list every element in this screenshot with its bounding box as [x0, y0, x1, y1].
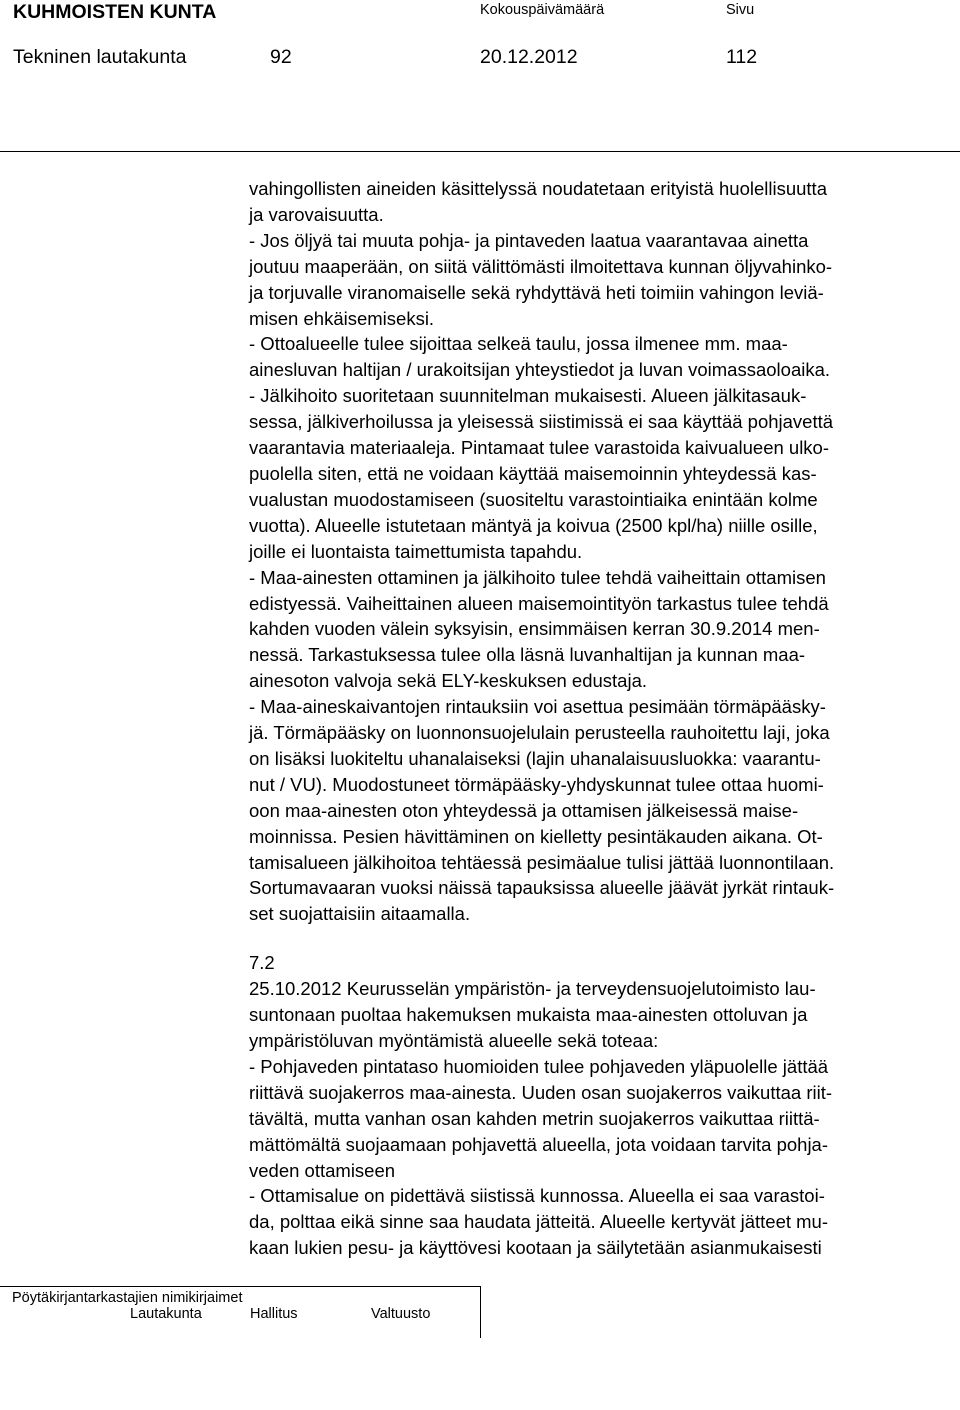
page-number: 112 [726, 46, 758, 68]
text-line: veden ottamiseen [249, 1159, 396, 1181]
header-divider [0, 151, 960, 152]
text-line: moinnissa. Pesien hävittäminen on kielletty pesintäkauden aikana. Ot- [249, 825, 823, 847]
footer-col-council: Valtuusto [371, 1306, 431, 1322]
meeting-date-label: Kokouspäivämäärä [480, 2, 605, 18]
text-line: on lisäksi luokiteltu uhanalaiseksi (lajin uhanalaisuusluokka: vaarantu- [249, 747, 821, 769]
text-line: edistyessä. Vaiheittainen alueen maisemointityön tarkastus tulee tehdä [249, 592, 829, 614]
text-line: puolella siten, että ne voidaan käyttää maisemoinnin yhteydessä kas- [249, 462, 817, 484]
text-line: Sortumavaaran vuoksi näissä tapauksissa alueelle jäävät jyrkät rintauk- [249, 877, 835, 899]
text-line: - Jos öljyä tai muuta pohja- ja pintaveden laatua vaarantavaa ainetta [249, 229, 809, 251]
text-line: nessä. Tarkastuksessa tulee olla läsnä luvanhaltijan ja kunnan maa- [249, 644, 806, 666]
text-line: ja torjuvalle viranomaiselle sekä ryhdyttävä heti toimiin vahingon leviä- [249, 281, 824, 303]
text-line: nut / VU). Muodostuneet törmäpääsky-yhdyskunnat tulee ottaa huomi- [249, 773, 824, 795]
text-line: - Ottamisalue on pidettävä siistissä kunnossa. Alueella ei saa varastoi- [249, 1185, 825, 1207]
text-line: suntonaan puoltaa hakemuksen mukaista maa-ainesten ottoluvan ja [249, 1004, 808, 1026]
text-line: da, polttaa eikä sinne saa haudata jätteitä. Alueelle kertyvät jätteet mu- [249, 1211, 829, 1233]
text-line: vualustan muodostamiseen (suositeltu varastointiaika enintään kolme [249, 488, 818, 510]
text-line: kahden vuoden välein syksyisin, ensimmäisen kerran 30.9.2014 men- [249, 618, 820, 640]
text-line: ja varovaisuutta. [249, 203, 384, 225]
text-line: tamisalueen jälkihoitoa tehtäessä pesimäalue tulisi jättää luonnontilaan. [249, 851, 835, 873]
committee-name: Tekninen lautakunta [13, 46, 187, 68]
section-number: 92 [270, 46, 292, 68]
text-line: - Pohjaveden pintataso huomioiden tulee pohjaveden yläpuolelle jättää [249, 1055, 829, 1077]
text-line: mättömältä suojaamaan pohjavettä alueella, jota voidaan tarvita pohja- [249, 1133, 829, 1155]
text-line: - Ottoalueelle tulee sijoittaa selkeä taulu, jossa ilmenee mm. maa- [249, 333, 788, 355]
text-line: joutuu maaperään, on siitä välittömästi ilmoitettava kunnan öljyvahinko- [249, 255, 833, 277]
text-line: sessa, jälkiverhoilussa ja yleisessä siistimissä ei saa käyttää pohjavettä [249, 411, 834, 433]
text-line: ympäristöluvan myöntämistä alueelle sekä toteaa: [249, 1030, 659, 1051]
text-line: set suojattaisiin aitaamalla. [249, 903, 471, 925]
text-line: vahingollisten aineiden käsittelyssä noudatetaan erityistä huolellisuutta [249, 178, 827, 199]
footer-col-board: Lautakunta [130, 1306, 202, 1322]
footer-title: Pöytäkirjantarkastajien nimikirjaimet [12, 1290, 243, 1306]
text-line: riittävä suojakerros maa-ainesta. Uuden osan suojakerros vaikuttaa riit- [249, 1081, 833, 1103]
text-line: jä. Törmäpääsky on luonnonsuojelulain perusteella rauhoitettu laji, joka [249, 722, 830, 744]
text-line: ainesoton valvoja sekä ELY-keskuksen edustaja. [249, 670, 648, 692]
meeting-date: 20.12.2012 [480, 46, 578, 68]
paragraph-gap [249, 927, 954, 950]
text-line: misen ehkäisemiseksi. [249, 307, 435, 329]
text-line: - Jälkihoito suoritetaan suunnitelman mukaisesti. Alueen jälkitasauk- [249, 385, 807, 407]
text-line: vuotta). Alueelle istutetaan mäntyä ja koivua (2500 kpl/ha) niille osille, [249, 514, 818, 536]
text-line: vaarantavia materiaaleja. Pintamaat tulee varastoida kaivualueen ulko- [249, 437, 830, 459]
text-line: oon maa-ainesten oton yhteydessä ja ottamisen jälkeisessä maise- [249, 799, 799, 821]
text-line: - Maa-aineskaivantojen rintauksiin voi asettua pesimään törmäpääsky- [249, 696, 826, 718]
text-line: kaan lukien pesu- ja käyttövesi kootaan ja säilytetään asianmukaisesti [249, 1237, 822, 1259]
organization-name: KUHMOISTEN KUNTA [13, 1, 217, 23]
text-line: ainesluvan haltijan / urakoitsijan yhteystiedot ja luvan voimassaoloaika. [249, 359, 831, 381]
text-line: 7.2 [249, 952, 275, 974]
text-line: - Maa-ainesten ottaminen ja jälkihoito tulee tehdä vaiheittain ottamisen [249, 566, 826, 588]
page-label: Sivu [726, 2, 755, 18]
text-line: 25.10.2012 Keurusselän ympäristön- ja terveydensuojelutoimisto lau- [249, 978, 816, 1000]
minutes-body-text [249, 176, 954, 1261]
footer-col-executive: Hallitus [250, 1306, 298, 1322]
text-line: tävältä, mutta vanhan osan kahden metrin suojakerros vaikuttaa riittä- [249, 1107, 820, 1129]
text-line: joille ei luontaista taimettumista tapahdu. [249, 540, 583, 562]
